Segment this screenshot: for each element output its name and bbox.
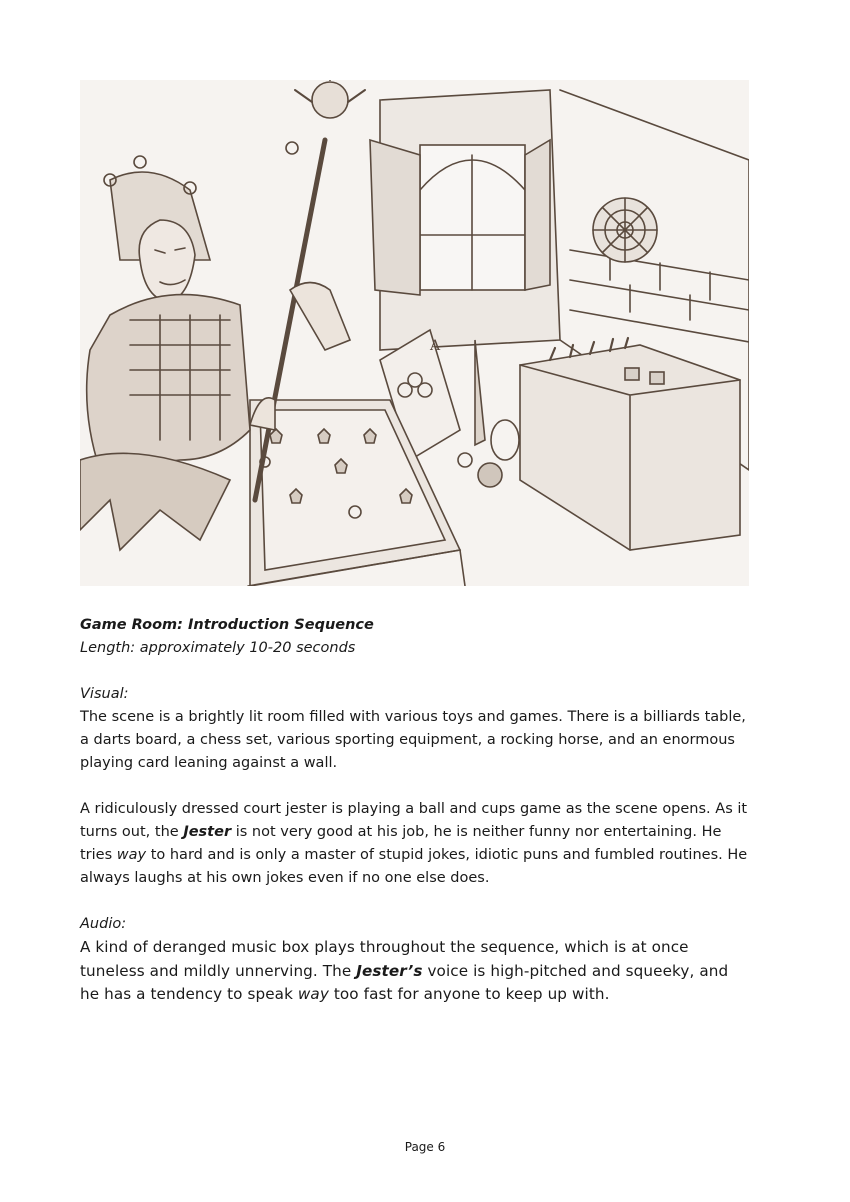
visual-paragraph-1: The scene is a brightly lit room filled with various toys and games. There is a billiards table, a darts board, a chess set, various sporting equipment, a rocking horse, and an enormous playing card leaning against a wall. <box>80 709 746 771</box>
visual-text-c: to hard and is only a master of stupid jokes, idiotic puns and fumbled routines. He always laughs at his own jokes even if no one else does. <box>80 847 748 886</box>
audio-paragraph <box>80 936 752 1007</box>
sketch-image <box>80 80 749 586</box>
audio-text-a: A kind of deranged music box plays throughout the sequence, which is at once tuneless and mildly unnerving. The <box>80 938 689 980</box>
audio-label: Audio: <box>80 916 127 932</box>
emphasis-way-2: way <box>297 985 329 1003</box>
page-number: Page 6 <box>404 1140 446 1154</box>
section-length: Length: approximately 10-20 seconds <box>80 640 356 656</box>
audio-text-c: too fast for anyone to keep up with. <box>328 985 610 1003</box>
svg-text:A: A <box>430 338 441 354</box>
content-block <box>80 614 752 1007</box>
jester-illustration <box>80 80 749 586</box>
section-title: Game Room: Introduction Sequence <box>80 617 374 633</box>
emphasis-way: way <box>116 847 147 863</box>
marotte-icon <box>312 82 348 118</box>
audio-text-b: voice is high-pitched and squeeky, and he has a tendency to speak <box>80 961 729 1003</box>
visual-label: Visual: <box>80 686 129 702</box>
jester-name-possessive: Jester’s <box>356 961 423 980</box>
jester-name: Jester <box>183 824 232 840</box>
visual-paragraph-2 <box>80 798 752 890</box>
visual-text-b: is not very good at his job, he is neither funny nor entertaining. He tries <box>80 824 722 863</box>
visual-text-a: A ridiculously dressed court jester is playing a ball and cups game as the scene opens. As it turns out, the <box>80 801 748 840</box>
